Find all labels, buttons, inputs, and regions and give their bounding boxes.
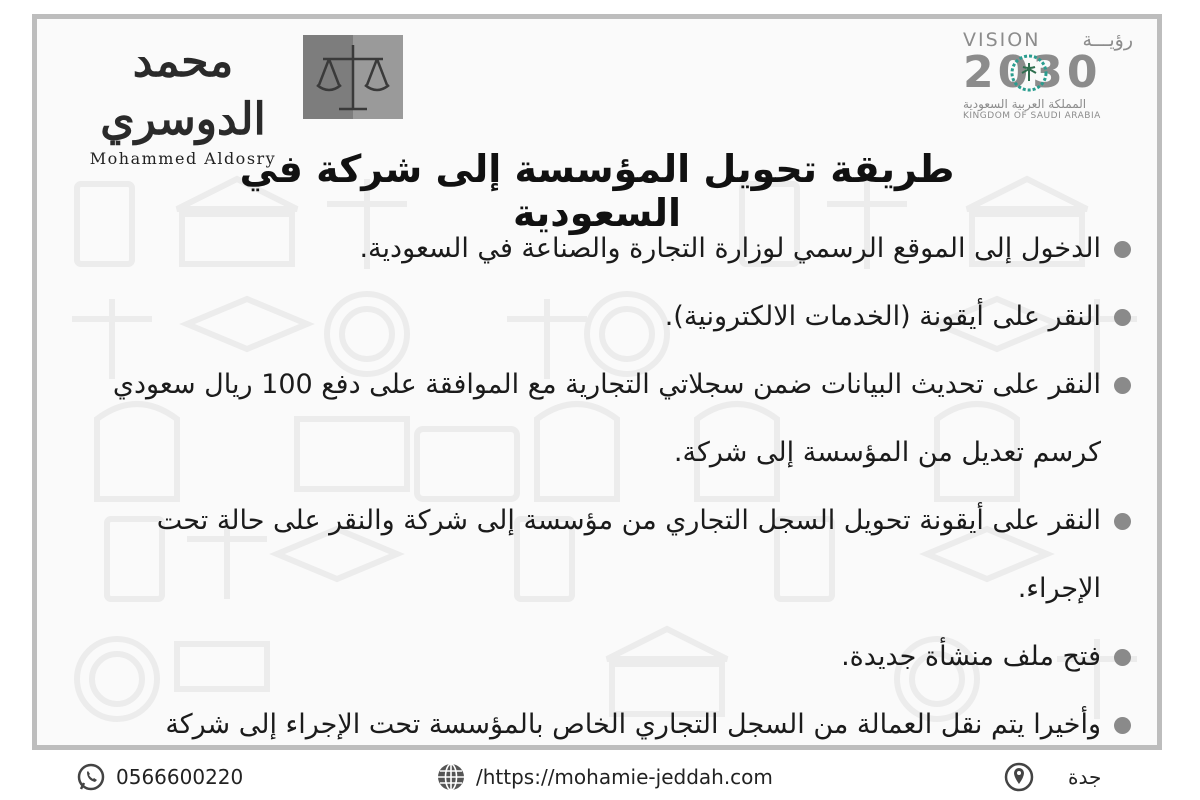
vision-word-ar: رؤيـــة: [1082, 29, 1133, 51]
vision-2030-logo: [963, 29, 1143, 129]
list-item: فتح ملف منشأة جديدة.: [81, 623, 1135, 691]
whatsapp-icon: [76, 762, 106, 792]
brand-name-english: Mohammed Aldosry: [89, 149, 277, 168]
location-contact: [1004, 762, 1101, 792]
contact-footer: [0, 756, 1200, 800]
content-frame: [32, 14, 1162, 750]
list-item: النقر على أيقونة (الخدمات الالكترونية).: [81, 283, 1135, 351]
phone-contact[interactable]: [76, 762, 243, 792]
globe-icon: [436, 762, 466, 792]
vision-year: 2030: [963, 47, 1102, 98]
list-item: النقر على أيقونة تحويل السجل التجاري من مؤسسة إلى شركة والنقر على حالة تحت الإجراء.: [81, 487, 1135, 623]
brand-logo: [67, 33, 407, 168]
vision-palm-emblem-icon: [1009, 53, 1049, 93]
vision-word-en: VISION: [963, 29, 1041, 51]
steps-list: [81, 215, 1135, 750]
list-item: الدخول إلى الموقع الرسمي لوزارة التجارة والصناعة في السعودية.: [81, 215, 1135, 283]
vision-country-en: KINGDOM OF SAUDI ARABIA: [963, 111, 1101, 121]
list-item: وأخيرا يتم نقل العمالة من السجل التجاري الخاص بالمؤسسة تحت الإجراء إلى شركة: [81, 691, 1135, 750]
phone-number: 0566600220: [116, 765, 244, 789]
website-link[interactable]: [436, 762, 773, 792]
location-pin-icon: [1004, 762, 1034, 792]
list-item: النقر على تحديث البيانات ضمن سجلاتي التجارية مع الموافقة على دفع 100 ريال سعودي كرسم تعديل من المؤسسة إلى شركة.: [81, 351, 1135, 487]
page-title: طريقة تحويل المؤسسة إلى شركة في السعودية: [239, 147, 955, 235]
brand-name-arabic: محمد الدوسري: [100, 36, 266, 145]
vision-country-ar: المملكة العربية السعودية: [963, 97, 1087, 111]
website-url: /https://mohamie-jeddah.com: [476, 765, 773, 789]
city-name: جدة: [1068, 765, 1102, 789]
